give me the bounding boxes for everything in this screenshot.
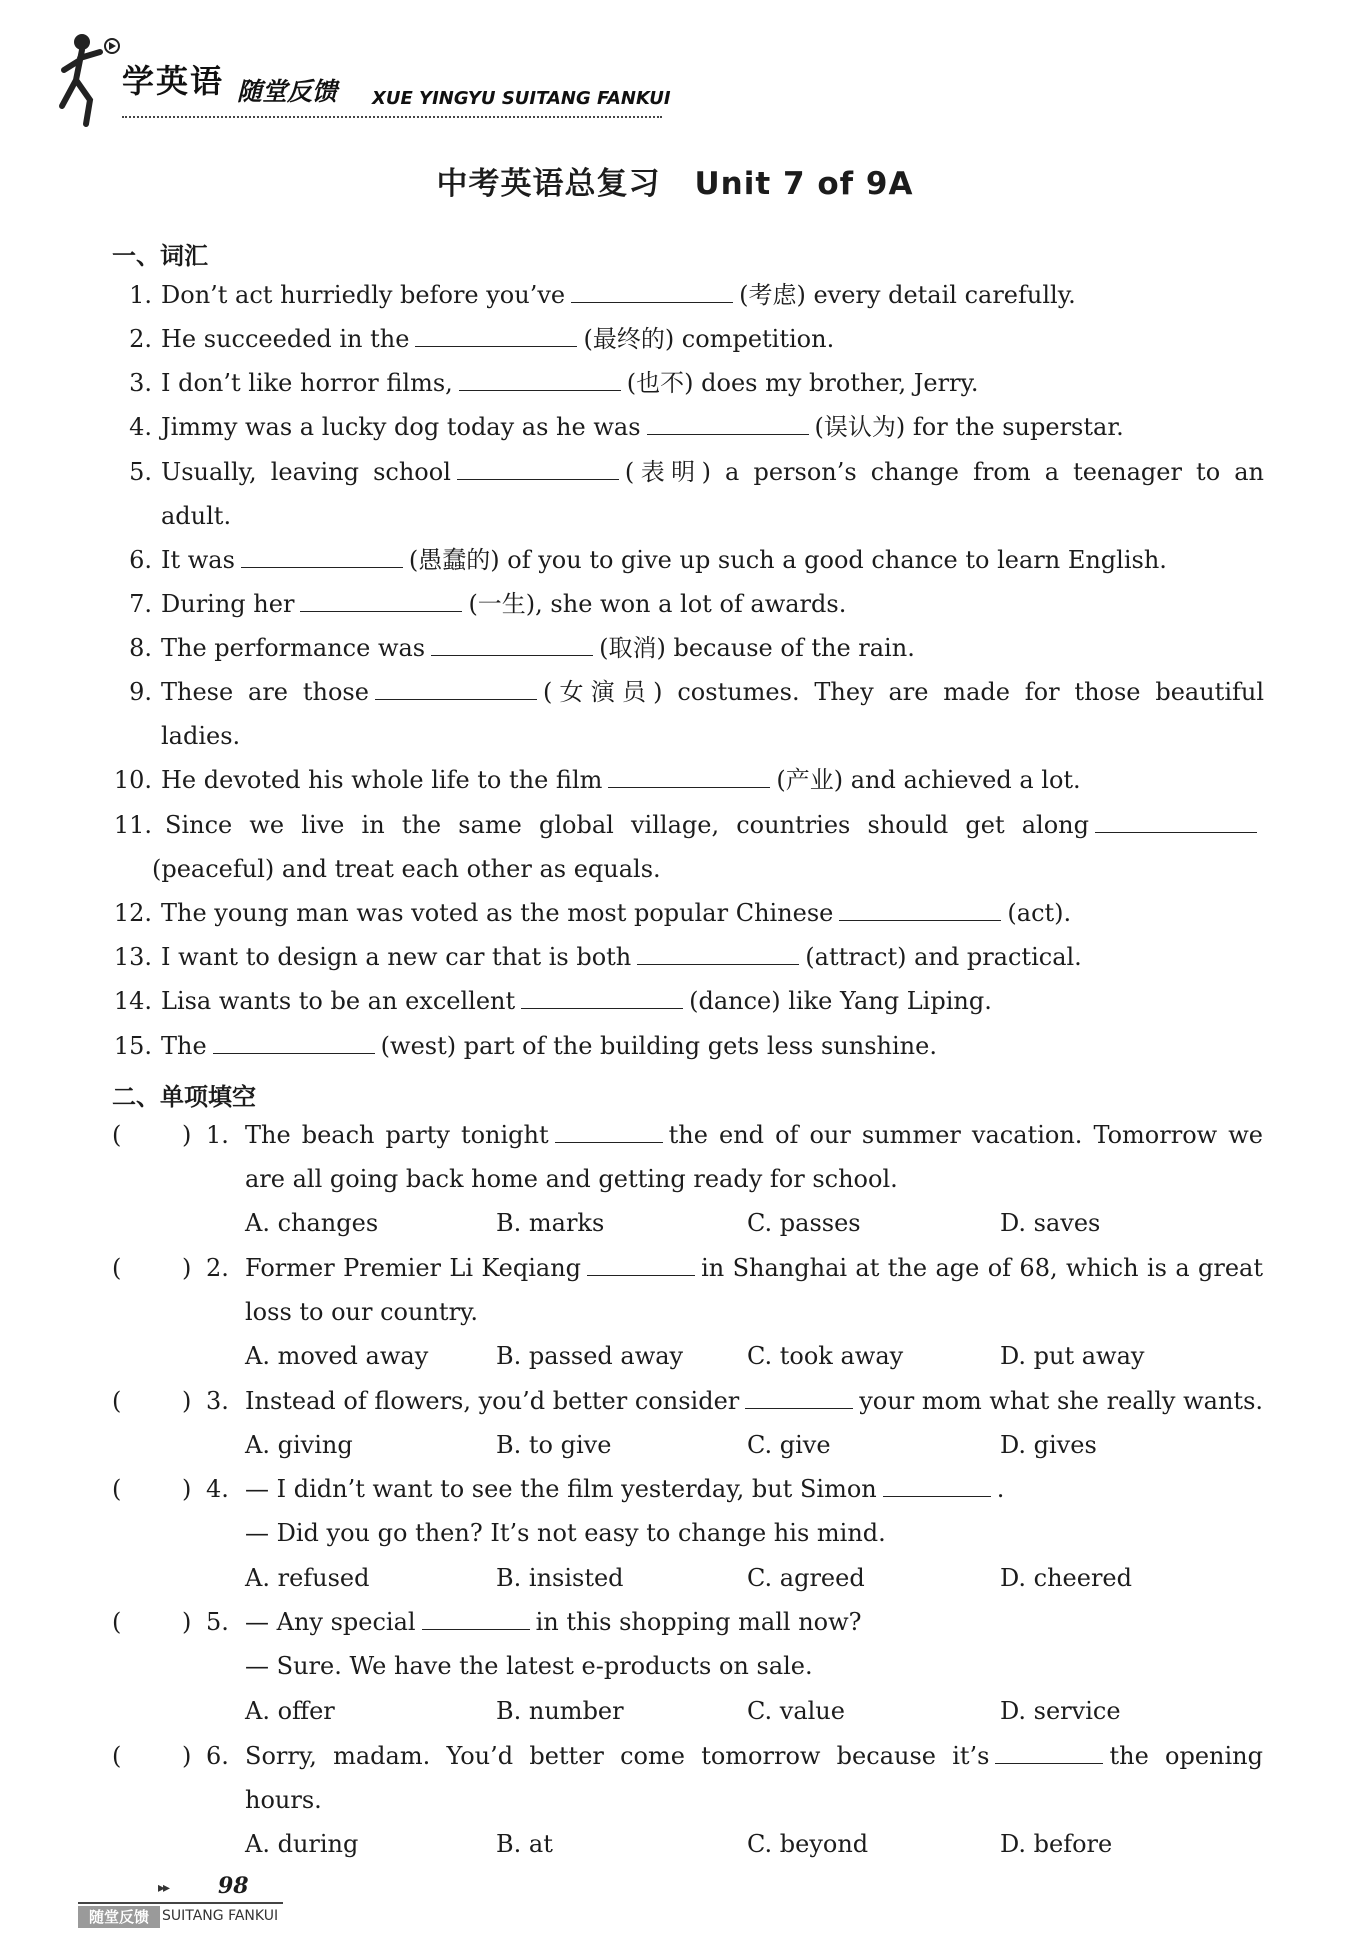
answer-paren-open[interactable]: ( — [112, 1742, 122, 1770]
question-stem: — Any special in this shopping mall now? — [245, 1608, 862, 1636]
vocab-number: 10. — [113, 766, 152, 794]
header-dotted-rule — [122, 116, 662, 118]
vocab-item: During her (一生), she won a lot of awards. — [161, 590, 847, 618]
footer-brand-en: SUITANG FANKUI — [162, 1908, 279, 1924]
vocab-item-continuation: (peaceful) and treat each other as equals. — [152, 855, 661, 883]
answer-paren-open[interactable]: ( — [112, 1387, 122, 1415]
page-number: 98 — [218, 1873, 249, 1899]
answer-blank[interactable] — [637, 942, 799, 965]
option-d[interactable]: D. before — [1000, 1830, 1113, 1858]
answer-blank[interactable] — [745, 1386, 853, 1409]
answer-blank[interactable] — [300, 589, 462, 612]
title-en: Unit 7 of 9A — [694, 166, 914, 202]
question-stem-line2: are all going back home and getting ready for school. — [245, 1165, 898, 1193]
answer-paren-close: ) — [182, 1475, 192, 1503]
section-multiple-choice-heading: 二、单项填空 — [112, 1083, 256, 1111]
answer-paren-open[interactable]: ( — [112, 1254, 122, 1282]
answer-paren-close: ) — [182, 1387, 192, 1415]
vocab-item-continuation: ladies. — [161, 722, 241, 750]
answer-paren-close: ) — [182, 1254, 192, 1282]
option-d[interactable]: D. put away — [1000, 1342, 1145, 1370]
question-number: 5. — [206, 1608, 229, 1636]
vocab-number: 8. — [129, 634, 152, 662]
vocab-item: The (west) part of the building gets less sunshine. — [161, 1032, 937, 1060]
question-number: 6. — [206, 1742, 229, 1770]
question-stem: Sorry, madam. You’d better come tomorrow because it’s the opening — [245, 1742, 1263, 1770]
answer-blank[interactable] — [608, 765, 770, 788]
option-d[interactable]: D. gives — [1000, 1431, 1097, 1459]
vocab-item: He succeeded in the (最终的) competition. — [161, 325, 835, 353]
vocab-number: 11. — [113, 811, 152, 839]
question-number: 3. — [206, 1387, 229, 1415]
vocab-item: He devoted his whole life to the film (产业) and achieved a lot. — [161, 766, 1081, 794]
answer-blank[interactable] — [521, 986, 683, 1009]
question-stem-line2: — Did you go then? It’s not easy to change his mind. — [245, 1519, 886, 1547]
section-vocabulary-heading: 一、词汇 — [112, 242, 208, 270]
vocab-number: 6. — [129, 546, 152, 574]
question-stem: The beach party tonight the end of our summer vacation. Tomorrow we — [245, 1121, 1263, 1149]
option-a[interactable]: A. refused — [245, 1564, 370, 1592]
question-stem-line2: — Sure. We have the latest e-products on sale. — [245, 1652, 813, 1680]
vocab-item: Since we live in the same global village, countries should get along — [165, 810, 1263, 840]
option-b[interactable]: B. at — [496, 1830, 553, 1858]
question-stem: Former Premier Li Keqiang in Shanghai at the age of 68, which is a great — [245, 1254, 1264, 1282]
vocab-item: The young man was voted as the most popular Chinese (act). — [161, 899, 1072, 927]
answer-blank[interactable] — [431, 633, 593, 656]
answer-paren-close: ) — [182, 1608, 192, 1636]
question-stem: Instead of flowers, you’d better consider your mom what she really wants. — [245, 1387, 1264, 1415]
option-d[interactable]: D. cheered — [1000, 1564, 1132, 1592]
answer-paren-open[interactable]: ( — [112, 1608, 122, 1636]
vocab-item: Lisa wants to be an excellent (dance) like Yang Liping. — [161, 987, 992, 1015]
option-c[interactable]: C. took away — [747, 1342, 904, 1370]
vocab-number: 9. — [129, 678, 152, 706]
vocab-number: 7. — [129, 590, 152, 618]
option-c[interactable]: C. passes — [747, 1209, 861, 1237]
vocab-number: 5. — [129, 458, 152, 486]
option-b[interactable]: B. to give — [496, 1431, 612, 1459]
footer-arrow-icon: ▸▸ — [158, 1880, 169, 1896]
vocab-item: Jimmy was a lucky dog today as he was (误认为) for the superstar. — [161, 413, 1124, 441]
option-a[interactable]: A. offer — [245, 1697, 335, 1725]
question-number: 1. — [206, 1121, 229, 1149]
option-a[interactable]: A. giving — [245, 1431, 353, 1459]
vocab-number: 3. — [129, 369, 152, 397]
option-b[interactable]: B. marks — [496, 1209, 605, 1237]
answer-blank[interactable] — [1095, 810, 1257, 833]
answer-blank[interactable] — [555, 1120, 663, 1143]
option-b[interactable]: B. insisted — [496, 1564, 624, 1592]
answer-blank[interactable] — [422, 1607, 530, 1630]
vocab-item-continuation: adult. — [161, 502, 232, 530]
question-stem-line2: loss to our country. — [245, 1298, 479, 1326]
vocab-number: 15. — [113, 1032, 152, 1060]
answer-blank[interactable] — [213, 1031, 375, 1054]
option-b[interactable]: B. passed away — [496, 1342, 684, 1370]
answer-blank[interactable] — [415, 324, 577, 347]
answer-blank[interactable] — [883, 1474, 991, 1497]
vocab-number: 2. — [129, 325, 152, 353]
answer-blank[interactable] — [647, 412, 809, 435]
vocab-item: These are those (女演员) costumes. They are made for those beautiful — [161, 678, 1265, 706]
option-c[interactable]: C. beyond — [747, 1830, 869, 1858]
vocab-number: 13. — [113, 943, 152, 971]
header-banner — [52, 28, 692, 138]
answer-blank[interactable] — [839, 898, 1001, 921]
option-d[interactable]: D. saves — [1000, 1209, 1101, 1237]
vocab-item: Don’t act hurriedly before you’ve (考虑) every detail carefully. — [161, 281, 1076, 309]
option-a[interactable]: A. during — [245, 1830, 359, 1858]
answer-blank[interactable] — [459, 368, 621, 391]
header-brand-cn: 学英语 — [122, 62, 225, 100]
option-c[interactable]: C. agreed — [747, 1564, 865, 1592]
vocab-number: 4. — [129, 413, 152, 441]
runner-logo-icon — [52, 28, 122, 128]
vocab-item: I want to design a new car that is both (attract) and practical. — [161, 943, 1082, 971]
vocab-number: 1. — [129, 281, 152, 309]
option-a[interactable]: A. changes — [245, 1209, 379, 1237]
header-brand-sub: 随堂反馈 — [237, 77, 338, 106]
question-number: 4. — [206, 1475, 229, 1503]
answer-paren-close: ) — [182, 1742, 192, 1770]
vocab-number: 12. — [113, 899, 152, 927]
answer-blank[interactable] — [571, 280, 733, 303]
vocab-item: Usually, leaving school (表明) a person’s change from a teenager to an — [161, 458, 1265, 486]
title-cn: 中考英语总复习 — [436, 166, 661, 202]
option-a[interactable]: A. moved away — [245, 1342, 429, 1370]
answer-blank[interactable] — [457, 457, 619, 480]
header-brand-en: XUE YINGYU SUITANG FANKUI — [372, 88, 671, 109]
vocab-item: I don’t like horror films, (也不) does my brother, Jerry. — [161, 369, 979, 397]
question-number: 2. — [206, 1254, 229, 1282]
option-b[interactable]: B. number — [496, 1697, 624, 1725]
question-stem: — I didn’t want to see the film yesterday, but Simon . — [245, 1475, 1005, 1503]
answer-paren-open[interactable]: ( — [112, 1475, 122, 1503]
answer-blank[interactable] — [587, 1253, 695, 1276]
footer-badge: 随堂反馈 — [78, 1906, 160, 1928]
option-c[interactable]: C. give — [747, 1431, 831, 1459]
answer-blank[interactable] — [995, 1741, 1103, 1764]
vocab-number: 14. — [113, 987, 152, 1015]
vocab-item: It was (愚蠢的) of you to give up such a good chance to learn English. — [161, 546, 1167, 574]
answer-paren-close: ) — [182, 1121, 192, 1149]
answer-blank[interactable] — [375, 677, 537, 700]
footer-rule — [78, 1902, 283, 1904]
vocab-item: The performance was (取消) because of the rain. — [161, 634, 915, 662]
answer-blank[interactable] — [241, 545, 403, 568]
page-title — [0, 158, 1350, 203]
option-c[interactable]: C. value — [747, 1697, 845, 1725]
option-d[interactable]: D. service — [1000, 1697, 1121, 1725]
answer-paren-open[interactable]: ( — [112, 1121, 122, 1149]
question-stem-line2: hours. — [245, 1786, 322, 1814]
